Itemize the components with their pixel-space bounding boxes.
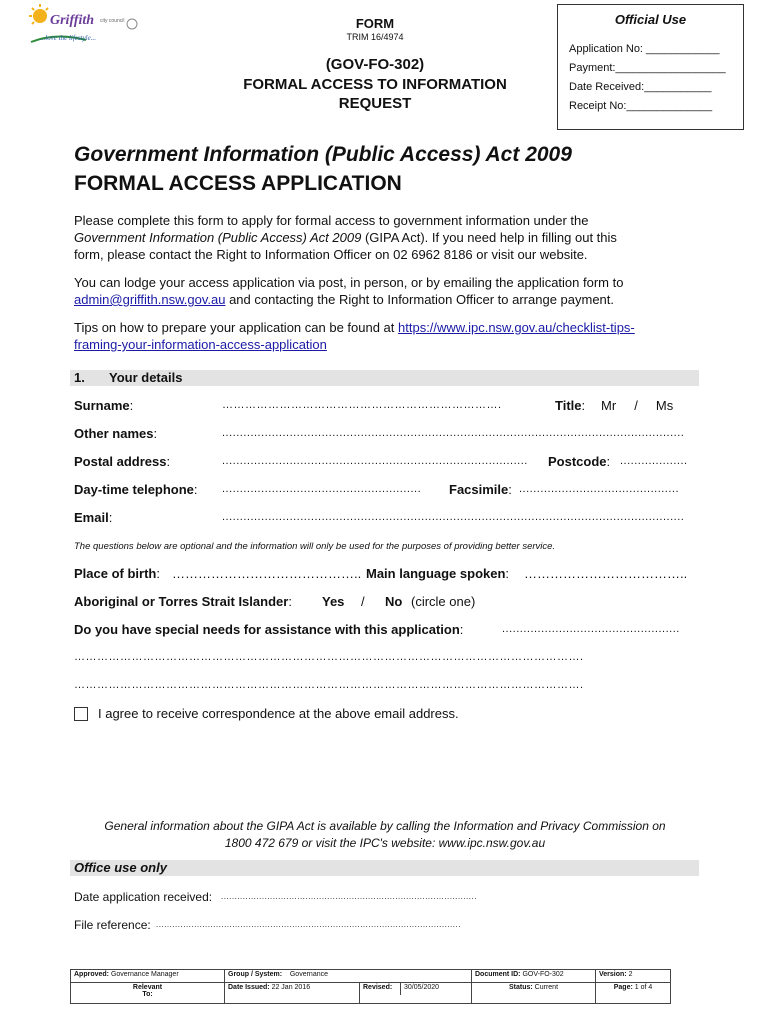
version-label: Version: (599, 971, 627, 978)
act-title: Government Information (Public Access) Act 2009 (74, 143, 572, 166)
application-no-field: Application No: ____________ (569, 43, 720, 55)
payment-field: Payment:__________________ (569, 62, 726, 74)
official-use-box (557, 4, 744, 130)
office-use-title: Office use only (74, 860, 167, 875)
lodge-paragraph (74, 274, 714, 308)
postcode-input-line[interactable]: ................... (620, 455, 688, 467)
date-issued-label: Date Issued: (228, 984, 270, 991)
section-title: Your details (109, 370, 183, 385)
tips-text: Tips on how to prepare your application can be found at (74, 320, 399, 335)
form-title-line1: FORMAL ACCESS TO INFORMATION (243, 76, 507, 93)
other-names-input-line[interactable]: .................................................................................................................................. (222, 427, 685, 439)
document-id-value: GOV-FO-302 (522, 971, 564, 978)
relevant-label: Relevant (132, 984, 163, 991)
lodge-line2-rest: and contacting the Right to Information Officer to arrange payment. (225, 292, 615, 307)
receipt-no-field: Receipt No:______________ (569, 100, 713, 112)
aboriginal-no-option[interactable]: No (385, 594, 403, 609)
logo-brand: Griffith (50, 13, 95, 28)
date-application-received-line[interactable]: .............................................................................................. (221, 892, 477, 901)
place-of-birth-input-line[interactable]: …………………………………….. (172, 566, 362, 581)
main-language-input-line[interactable]: ……………………………….. (524, 566, 688, 581)
special-needs-input-line[interactable]: .................................................. (502, 623, 680, 635)
official-use-title: Official Use (614, 12, 687, 27)
other-names-label: Other names: (74, 426, 158, 441)
page-value: 1 of 4 (634, 984, 653, 991)
title-options[interactable]: Mr / Ms (601, 398, 674, 413)
daytime-phone-input-line[interactable]: ........................................................ (222, 483, 422, 495)
intro-paragraph (74, 212, 714, 263)
general-info-line2: 1800 472 679 or visit the IPC's website: www.ipc.nsw.gov.au (224, 836, 546, 850)
postal-address-label: Postal address: (74, 454, 171, 469)
application-title: FORMAL ACCESS APPLICATION (74, 172, 402, 195)
logo-tag1: city council (100, 18, 125, 24)
office-use-bar (70, 860, 699, 876)
aboriginal-label: Aboriginal or Torres Strait Islander: (74, 594, 292, 609)
tips-link-part2[interactable]: framing-your-information-access-application (74, 337, 327, 352)
email-label: Email: (74, 510, 113, 525)
intro-line1: Please complete this form to apply for formal access to government information under the (74, 213, 589, 228)
group-value: Governance (289, 971, 328, 978)
date-received-field: Date Received:___________ (569, 81, 712, 93)
date-application-received-label: Date application received: (74, 890, 213, 904)
status-label: Status: (508, 984, 533, 991)
surname-label: Surname: (74, 398, 134, 413)
approved-label: Approved: (74, 971, 109, 978)
daytime-phone-label: Day-time telephone: (74, 482, 198, 497)
optional-note: The questions below are optional and the information will only be used for the purposes of providing better service. (74, 541, 556, 552)
relevant-to-label: To: (142, 991, 153, 998)
section-number: 1. (74, 370, 85, 385)
aboriginal-yes-option[interactable]: Yes (322, 594, 345, 609)
surname-input-line[interactable]: ………………………………………………………………. (222, 399, 502, 411)
council-logo (26, 2, 144, 50)
page-label: Page: (613, 984, 633, 991)
special-needs-label: Do you have special needs for assistance with this application: (74, 622, 464, 637)
file-reference-label: File reference: (74, 918, 151, 932)
date-issued-value: 22 Jan 2016 (271, 984, 311, 991)
intro-line2-rest: (GIPA Act). If you need help in filling out this (361, 230, 617, 245)
tips-link-part1[interactable]: https://www.ipc.nsw.gov.au/checklist-tips- (398, 320, 635, 335)
version-value: 2 (628, 971, 633, 978)
intro-line3: form, please contact the Right to Information Officer on 02 6962 8186 or visit our website. (74, 247, 588, 262)
section-your-details-bar (70, 370, 699, 386)
title-label: Title: (555, 398, 586, 413)
document-id-label: Document ID: (475, 971, 521, 978)
table-row (71, 970, 671, 983)
aboriginal-slash: / (361, 594, 365, 609)
revised-value: 30/05/2020 (404, 984, 440, 991)
lodge-line1: You can lodge your access application via post, in person, or by emailing the application form to (74, 275, 624, 290)
status-value: Current (534, 984, 559, 991)
facsimile-input-line[interactable]: ............................................. (519, 483, 680, 495)
facsimile-label: Facsimile: (449, 482, 512, 497)
general-info (60, 818, 710, 852)
revised-label: Revised: (363, 984, 393, 991)
form-label: FORM (355, 16, 395, 31)
postal-address-input-line[interactable]: ...................................................................................... (222, 455, 528, 467)
special-needs-line3[interactable]: ……………………………………………………………………………………………………………………. (74, 679, 584, 691)
place-of-birth-label: Place of birth: (74, 566, 160, 581)
intro-act-name: Government Information (Public Access) Act 2009 (74, 230, 362, 245)
document-control-table (70, 969, 671, 1004)
email-input-line[interactable]: .................................................................................................................................. (222, 511, 685, 523)
tips-paragraph (74, 319, 714, 353)
group-label: Group / System: (228, 971, 283, 978)
trim-number: TRIM 16/4974 (346, 32, 404, 42)
general-info-line1: General information about the GIPA Act is available by calling the Information and Privacy Commission on (104, 819, 666, 833)
table-row (71, 983, 671, 1004)
circle-one-note: (circle one) (411, 594, 476, 609)
agree-email-label: I agree to receive correspondence at the above email address. (98, 706, 459, 721)
admin-email-link[interactable]: admin@griffith.nsw.gov.au (74, 292, 226, 307)
special-needs-line2[interactable]: ……………………………………………………………………………………………………………………. (74, 651, 584, 663)
file-reference-line[interactable]: ................................................................................................................ (156, 920, 461, 929)
agree-email-checkbox[interactable] (74, 707, 88, 721)
logo-tag2: ...love the lifestyle... (40, 34, 96, 42)
form-title-line2: REQUEST (338, 95, 412, 112)
main-language-label: Main language spoken: (366, 566, 510, 581)
postcode-label: Postcode: (548, 454, 611, 469)
form-code: (GOV-FO-302) (325, 56, 425, 73)
approved-value: Governance Manager (110, 971, 179, 978)
